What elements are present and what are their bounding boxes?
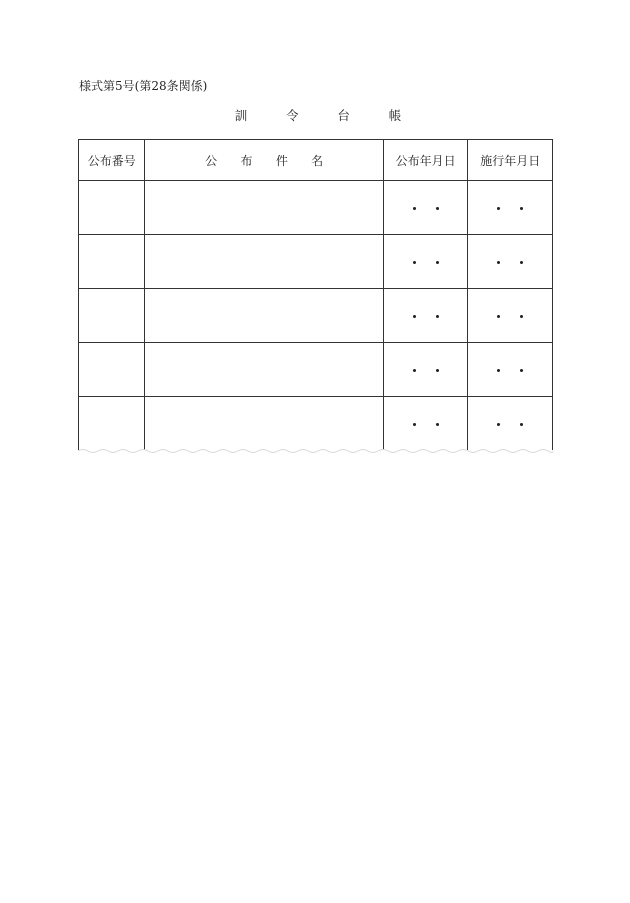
title-char: 令 (286, 108, 299, 123)
date-separator-dots (487, 255, 533, 269)
subject-cell[interactable] (145, 343, 384, 397)
publication-date-cell[interactable] (383, 397, 468, 451)
header-publication-date: 公布年月日 (383, 140, 468, 181)
date-separator-dots (487, 417, 533, 431)
title-char: 台 (337, 108, 350, 123)
table-row (79, 343, 553, 397)
date-separator-dots (403, 255, 449, 269)
torn-edge-line (78, 448, 553, 456)
subject-cell[interactable] (145, 289, 384, 343)
date-separator-dots (403, 417, 449, 431)
publication-number-cell[interactable] (79, 181, 145, 235)
header-effective-date: 施行年月日 (468, 140, 553, 181)
form-number-label: 様式第5号(第28条関係) (79, 79, 208, 93)
publication-date-cell[interactable] (383, 343, 468, 397)
table-row (79, 289, 553, 343)
publication-date-cell[interactable] (383, 289, 468, 343)
header-subject-char: 公 (205, 153, 218, 168)
publication-number-cell[interactable] (79, 289, 145, 343)
effective-date-cell[interactable] (468, 181, 553, 235)
publication-date-cell[interactable] (383, 181, 468, 235)
effective-date-cell[interactable] (468, 397, 553, 451)
effective-date-cell[interactable] (468, 289, 553, 343)
ordinance-register (78, 139, 553, 451)
header-publication-number: 公布番号 (79, 140, 145, 181)
date-separator-dots (403, 309, 449, 323)
table-row (79, 181, 553, 235)
date-separator-dots (403, 201, 449, 215)
header-subject-char: 布 (240, 153, 253, 168)
header-subject-char: 件 (275, 153, 288, 168)
subject-cell[interactable] (145, 397, 384, 451)
date-separator-dots (487, 309, 533, 323)
publication-number-cell[interactable] (79, 235, 145, 289)
date-separator-dots (487, 363, 533, 377)
table-row (79, 235, 553, 289)
publication-number-cell[interactable] (79, 397, 145, 451)
publication-date-cell[interactable] (383, 235, 468, 289)
table-row (79, 397, 553, 451)
date-separator-dots (403, 363, 449, 377)
header-subject-char: 名 (311, 153, 324, 168)
header-subject (145, 140, 384, 181)
subject-cell[interactable] (145, 181, 384, 235)
publication-number-cell[interactable] (79, 343, 145, 397)
effective-date-cell[interactable] (468, 235, 553, 289)
title-char: 訓 (234, 108, 248, 123)
header-row (79, 140, 553, 181)
title-char: 帳 (388, 108, 402, 123)
effective-date-cell[interactable] (468, 343, 553, 397)
date-separator-dots (487, 201, 533, 215)
register-table (78, 139, 553, 450)
subject-cell[interactable] (145, 235, 384, 289)
document-title (233, 108, 403, 124)
